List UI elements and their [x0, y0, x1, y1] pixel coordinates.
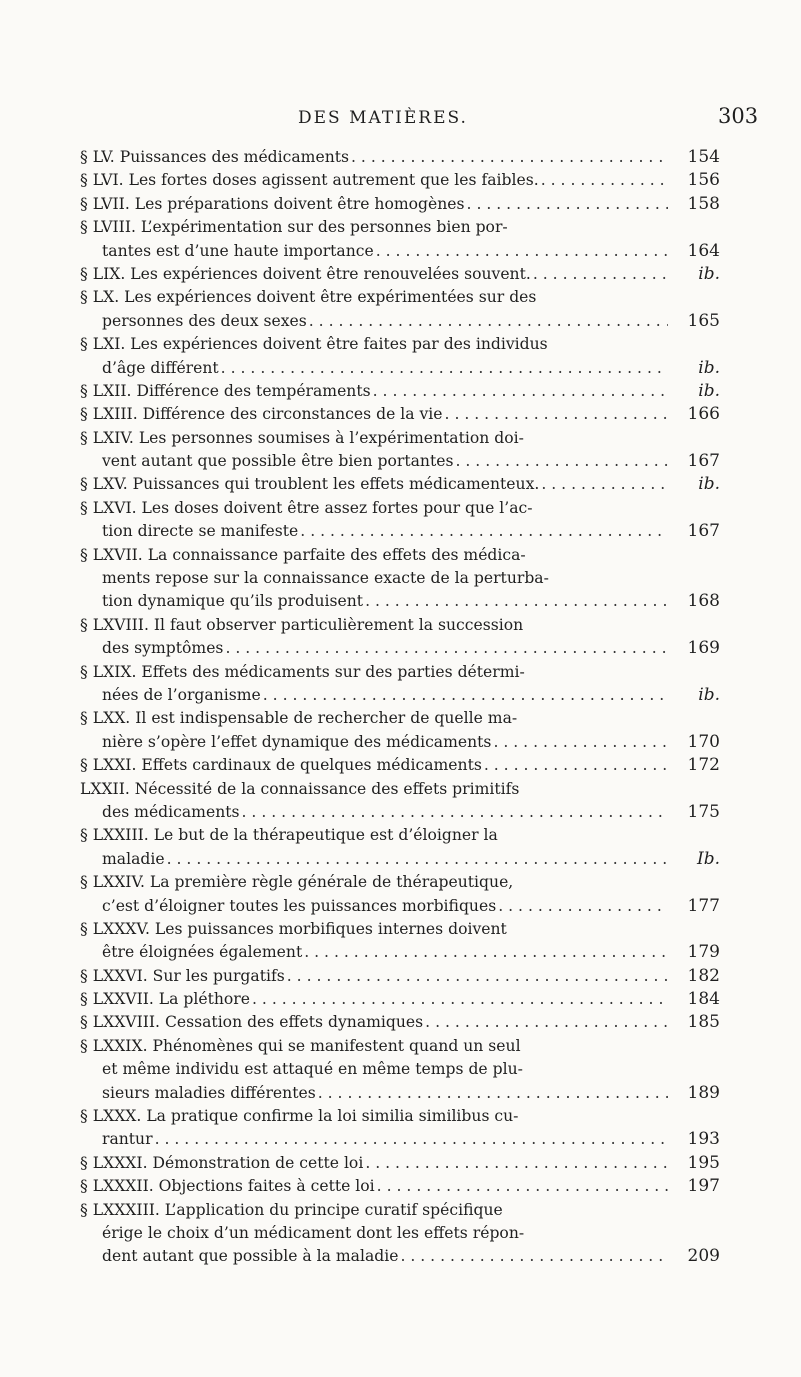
toc-entry-line [80, 1011, 720, 1034]
toc-entry-text: § LXVIII. Il faut observer particulièrement la succession [80, 615, 524, 634]
dot-leader [252, 988, 668, 1011]
toc-entry [80, 1199, 720, 1269]
toc-page-number: 177 [687, 895, 720, 916]
toc-entry [80, 824, 720, 871]
toc-entry-text: § LV. Puissances des médicaments [80, 148, 350, 166]
toc-entry-text: dent autant que possible à la maladie [102, 1247, 399, 1266]
toc-entry [80, 1152, 720, 1175]
toc-page-number: 182 [687, 965, 720, 986]
toc-entry-text: § LVIII. L’expérimentation sur des personnes bien por- [80, 218, 508, 237]
toc-page-number: 164 [687, 240, 720, 261]
toc-page-number: 168 [687, 591, 720, 612]
toc-entry-line [80, 707, 720, 730]
toc-entry-text: § LXXVII. La pléthore [80, 990, 250, 1009]
dot-leader [318, 1082, 668, 1105]
toc-entry-line [80, 614, 720, 637]
toc-entry-line [80, 848, 720, 871]
dot-leader [373, 380, 668, 403]
toc-page-number: 193 [687, 1129, 720, 1150]
toc-entry-text: tion directe se manifeste [102, 522, 299, 541]
toc-entry-text: tion dynamique qu’ils produisent [102, 592, 364, 611]
toc-entry-text: d’âge différent [102, 358, 219, 377]
toc-entry [80, 1105, 720, 1152]
toc-page-number: 169 [687, 638, 720, 659]
toc-entry-text: § LXXXIII. L’application du principe curatif spécifique [80, 1200, 503, 1219]
toc-entry-line [80, 918, 720, 941]
dot-leader [445, 403, 668, 426]
toc-entry-text: c’est d’éloigner toutes les puissances morbifiques [102, 896, 497, 915]
toc-entry-line [80, 1035, 720, 1058]
dot-leader [377, 1175, 668, 1198]
toc-entry-text: § LXVII. La connaissance parfaite des effets des médica- [80, 545, 526, 564]
toc-page-number: 175 [687, 801, 720, 822]
toc-entry-text: tantes est d’une haute importance [102, 241, 374, 260]
toc-entry-text: personnes des deux sexes [102, 311, 307, 330]
toc-entry-line [80, 497, 720, 520]
dot-leader [425, 1011, 668, 1034]
toc-entry-line [80, 216, 720, 239]
toc-entry [80, 427, 720, 474]
toc-page-number: 184 [687, 989, 720, 1010]
toc-entry-line [80, 567, 720, 590]
toc-entry-text: § LXVI. Les doses doivent être assez fortes pour que l’ac- [80, 498, 533, 517]
toc-entry [80, 333, 720, 380]
toc-entry-line [80, 1175, 720, 1198]
toc-entry-line [80, 801, 720, 824]
toc-entry-text: LXXII. Nécessité de la connaissance des effets primitifs [80, 779, 520, 798]
toc-entry-line [80, 450, 720, 473]
toc-page-number: 172 [687, 755, 720, 776]
toc-entry-text: vent autant que possible être bien portantes [102, 452, 454, 471]
toc-entry [80, 263, 720, 286]
toc-entry [80, 403, 720, 426]
dot-leader [287, 965, 668, 988]
toc-page-number: ib. [698, 474, 720, 495]
toc-entry-text: § LXXXV. Les puissances morbifiques internes doivent [80, 919, 507, 938]
toc-entry [80, 1175, 720, 1198]
toc-page-number: 209 [687, 1246, 720, 1267]
toc-entry-line [80, 754, 720, 777]
toc-entry-line [80, 661, 720, 684]
page-header-title: DES MATIÈRES. [298, 108, 468, 128]
dot-leader [484, 754, 668, 777]
toc-entry-line [80, 941, 720, 964]
dot-leader [225, 637, 668, 660]
toc-entry [80, 216, 720, 263]
toc-entry [80, 707, 720, 754]
toc-entry-text: § LXXXI. Démonstration de cette loi [80, 1153, 364, 1172]
toc-entry-text: des symptômes [102, 639, 224, 658]
toc-entry [80, 871, 720, 918]
dot-leader [376, 240, 668, 263]
toc-entry [80, 544, 720, 614]
toc-entry [80, 146, 720, 169]
dot-leader [263, 684, 668, 707]
toc-entry [80, 497, 720, 544]
toc-entry-text: nées de l’organisme [102, 685, 261, 704]
dot-leader [498, 895, 668, 918]
toc-entry-line [80, 520, 720, 543]
toc-page-number: 170 [687, 731, 720, 752]
toc-entry-line [80, 1199, 720, 1222]
toc-page-number: 179 [687, 942, 720, 963]
toc-page-number: ib. [698, 263, 720, 284]
toc-entry [80, 473, 720, 496]
toc-page-number: 185 [687, 1012, 720, 1033]
dot-leader [351, 146, 668, 169]
toc-page-number: 195 [687, 1152, 720, 1173]
table-of-contents [80, 146, 720, 1269]
toc-entry [80, 965, 720, 988]
toc-page-number: 197 [687, 1176, 720, 1197]
toc-page-number: 154 [687, 147, 720, 167]
toc-entry-text: § LXXVIII. Cessation des effets dynamiques [80, 1013, 424, 1032]
dot-leader [242, 801, 668, 824]
toc-entry [80, 614, 720, 661]
toc-entry [80, 1011, 720, 1034]
toc-entry [80, 1035, 720, 1105]
toc-entry-text: des médicaments [102, 802, 240, 821]
toc-entry-line [80, 1082, 720, 1105]
toc-page-number: 156 [687, 170, 720, 191]
toc-entry-line [80, 590, 720, 613]
toc-page-number: 167 [687, 451, 720, 472]
toc-entry-text: § LXXI. Effets cardinaux de quelques médicaments [80, 756, 482, 775]
toc-entry-text: § LXII. Différence des tempéraments [80, 381, 371, 400]
toc-entry-text: § LVII. Les préparations doivent être homogènes [80, 194, 465, 213]
toc-entry-line [80, 1245, 720, 1268]
toc-page-number: Ib. [696, 848, 720, 869]
toc-entry-line [80, 824, 720, 847]
toc-entry [80, 286, 720, 333]
toc-entry-line [80, 193, 720, 216]
toc-entry-line [80, 310, 720, 333]
dot-leader [221, 357, 668, 380]
toc-entry [80, 193, 720, 216]
toc-entry-line [80, 333, 720, 356]
toc-page-number: ib. [698, 357, 720, 378]
toc-entry-line [80, 544, 720, 567]
toc-entry-line [80, 263, 720, 286]
dot-leader [541, 169, 668, 192]
toc-entry-line [80, 380, 720, 403]
toc-page-number: 189 [687, 1082, 720, 1103]
toc-entry-text: § LXV. Puissances qui troublent les effets médicamenteux. [80, 475, 540, 494]
dot-leader [365, 1152, 668, 1175]
toc-page-number: 165 [687, 310, 720, 331]
toc-entry-text: § LXIX. Effets des médicaments sur des parties détermi- [80, 662, 525, 681]
dot-leader [167, 848, 668, 871]
toc-entry-text: être éloignées également [102, 943, 303, 962]
toc-entry-line [80, 988, 720, 1011]
toc-page-number: 167 [687, 521, 720, 542]
toc-entry-text: § LXXIII. Le but de la thérapeutique est d’éloigner la [80, 826, 498, 845]
toc-entry-line [80, 403, 720, 426]
toc-entry-line [80, 1128, 720, 1151]
dot-leader [533, 263, 668, 286]
toc-entry-text: § LXIV. Les personnes soumises à l’expérimentation doi- [80, 428, 524, 447]
toc-entry-text: § LXX. Il est indispensable de rechercher de quelle ma- [80, 709, 518, 728]
toc-entry-text: maladie [102, 849, 165, 868]
toc-entry-text: § LXXIX. Phénomènes qui se manifestent quand un seul [80, 1036, 521, 1055]
toc-entry [80, 169, 720, 192]
toc-entry-line [80, 1152, 720, 1175]
toc-entry-line [80, 146, 720, 169]
toc-entry [80, 918, 720, 965]
dot-leader [309, 310, 668, 333]
toc-entry-line [80, 895, 720, 918]
toc-entry-text: § LXXVI. Sur les purgatifs [80, 966, 285, 985]
toc-entry-text: § LXIII. Différence des circonstances de la vie [80, 405, 443, 424]
dot-leader [455, 450, 668, 473]
toc-entry [80, 754, 720, 777]
toc-entry-text: et même individu est attaqué en même temps de plu- [102, 1060, 523, 1079]
toc-entry-text: § LIX. Les expériences doivent être renouvelées souvent. [80, 264, 531, 283]
dot-leader [304, 941, 668, 964]
toc-entry-line [80, 427, 720, 450]
dot-leader [155, 1128, 668, 1151]
toc-entry-text: nière s’opère l’effet dynamique des médicaments [102, 732, 492, 751]
toc-entry-line [80, 286, 720, 309]
toc-entry-line [80, 778, 720, 801]
toc-entry-line [80, 1058, 720, 1081]
dot-leader [493, 731, 668, 754]
toc-entry-text: érige le choix d’un médicament dont les effets répon- [102, 1223, 525, 1242]
toc-entry-text: § LX. Les expériences doivent être expérimentées sur des [80, 288, 537, 307]
toc-page-number: ib. [698, 684, 720, 705]
toc-entry-line [80, 473, 720, 496]
toc-entry-text: § LVI. Les fortes doses agissent autrement que les faibles. [80, 171, 539, 190]
toc-entry-text: sieurs maladies différentes [102, 1083, 316, 1102]
toc-entry-line [80, 1222, 720, 1245]
toc-entry [80, 661, 720, 708]
toc-entry [80, 778, 720, 825]
toc-entry-line [80, 731, 720, 754]
toc-entry-text: ments repose sur la connaissance exacte de la perturba- [102, 569, 549, 588]
dot-leader [365, 590, 668, 613]
toc-entry-line [80, 637, 720, 660]
toc-entry-text: § LXXXII. Objections faites à cette loi [80, 1177, 375, 1196]
dot-leader [300, 520, 668, 543]
toc-entry-text: § LXI. Les expériences doivent être faites par des individus [80, 335, 548, 354]
toc-page-number: 158 [687, 193, 720, 214]
toc-entry [80, 380, 720, 403]
toc-entry-text: rantur [102, 1130, 153, 1149]
toc-entry-line [80, 871, 720, 894]
page-number: 303 [718, 104, 759, 128]
toc-entry [80, 988, 720, 1011]
toc-entry-line [80, 1105, 720, 1128]
toc-entry-line [80, 169, 720, 192]
toc-page-number: 166 [687, 404, 720, 425]
toc-entry-text: § LXXIV. La première règle générale de thérapeutique, [80, 873, 514, 892]
toc-entry-line [80, 357, 720, 380]
toc-entry-text: § LXXX. La pratique confirme la loi similia similibus cu- [80, 1107, 519, 1126]
dot-leader [541, 473, 668, 496]
toc-page-number: ib. [698, 380, 720, 401]
dot-leader [467, 193, 668, 216]
toc-entry-line [80, 240, 720, 263]
toc-entry-line [80, 684, 720, 707]
dot-leader [400, 1245, 668, 1268]
toc-entry-line [80, 965, 720, 988]
